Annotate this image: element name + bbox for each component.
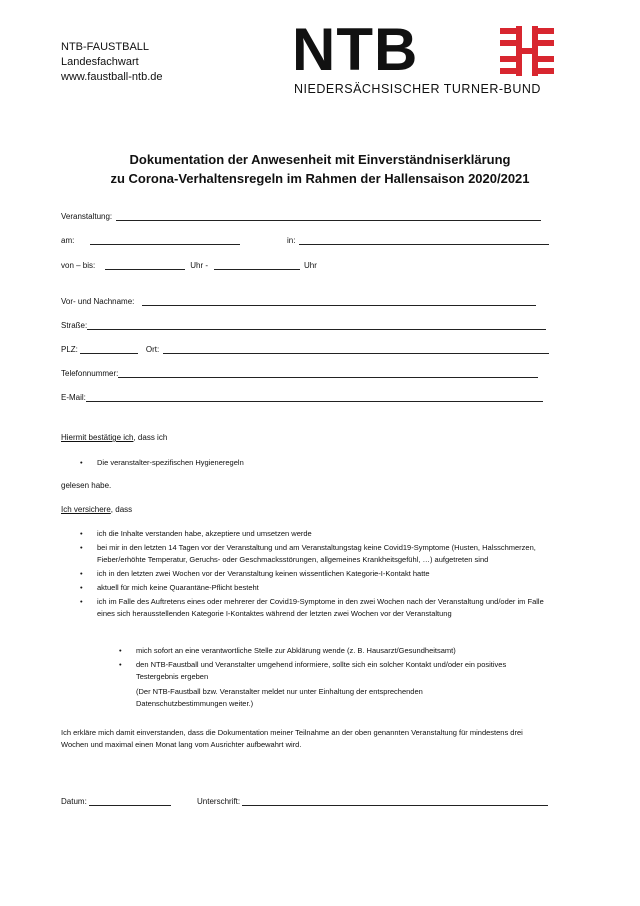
sender-org: NTB-FAUSTBALL (61, 41, 150, 53)
date-line[interactable] (90, 236, 240, 245)
confirm-lead-rest: , dass ich (133, 433, 168, 442)
consent-text: Ich erkläre mich damit einverstanden, dass die Dokumentation meiner Teilnahme an der oben genannten Veranstaltung für mindestens drei Wochen und maximal einen Monat lang vom Ausrichter aufbewahrt wird. (61, 728, 523, 749)
zip-line[interactable] (80, 345, 138, 354)
list-item: • bei mir in den letzten 14 Tagen vor der Veranstaltung und am Veranstaltungstag keine Covid19-Symptome (Husten, Halsschmerzen, Fieber/erhöhte Temperatur, Geruchs- oder Geschmacksstörungen, allgemeines Krankheitsgefühl, …) aufgetreten sind (80, 543, 536, 564)
list-item: • aktuell für mich keine Quarantäne-Pflicht besteht (80, 583, 259, 592)
turner-cross-icon (500, 26, 554, 78)
sender-role: Landesfachwart (61, 56, 139, 68)
logo-letters: NTB (292, 16, 419, 83)
email-field[interactable] (61, 393, 543, 402)
signature-date-line[interactable] (89, 797, 171, 806)
name-line[interactable] (142, 297, 536, 306)
confirm-list (80, 457, 557, 469)
confirm-after: gelesen habe. (61, 481, 112, 490)
list-item: • ich in den letzten zwei Wochen vor der Veranstaltung keinen wissentlichen Kategorie-I-Kontakt hatte (80, 569, 430, 578)
document-title (0, 150, 640, 188)
phone-label: Telefonnummer: (61, 369, 119, 378)
privacy-note: (Der NTB-Faustball bzw. Veranstalter meldet nur unter Einhaltung der entsprechenden Datenschutzbestimmungen weiter.) (136, 687, 423, 708)
confirm-lead-underlined: Hiermit bestätige ich (61, 433, 134, 442)
city-label: Ort: (145, 345, 160, 354)
sender-block (61, 40, 163, 85)
street-label: Straße: (61, 321, 88, 330)
date-field[interactable] (61, 236, 240, 245)
event-label: Veranstaltung: (61, 212, 113, 221)
zip-city-field[interactable] (61, 345, 549, 354)
ntb-logo (292, 16, 562, 106)
assure-sublist (119, 645, 536, 683)
zip-label: PLZ: (61, 345, 78, 354)
time-label: von – bis: (61, 261, 96, 270)
sender-web: www.faustball-ntb.de (61, 71, 163, 83)
phone-line[interactable] (118, 369, 538, 378)
signature-date-label: Datum: (61, 797, 87, 806)
signature-date-field[interactable] (61, 797, 171, 806)
signature-field[interactable] (197, 797, 548, 806)
title-line-2: zu Corona-Verhaltensregeln im Rahmen der Hallensaison 2020/2021 (110, 171, 530, 186)
signature-line[interactable] (242, 797, 548, 806)
list-item: • ich im Falle des Auftretens eines oder mehrerer der Covid19-Symptome in den zwei Wochen nach der Veranstaltung und/oder im Falle eines sich herausstellenden Kategorie I-Kontaktes während der letzten zwei Wochen vor der Veranstaltung (80, 597, 544, 618)
list-item: • mich sofort an eine verantwortliche Stelle zur Abklärung wende (z. B. Hausarzt/Gesundheitsamt) (119, 646, 456, 655)
list-item: • ich die Inhalte verstanden habe, akzeptiere und umsetzen werde (80, 529, 312, 538)
place-field[interactable] (287, 236, 549, 245)
name-label: Vor- und Nachname: (61, 297, 135, 306)
assure-lead-rest: , dass (110, 505, 133, 514)
time-uhr-1: Uhr - (190, 261, 209, 270)
assure-lead-underlined: Ich versichere (61, 505, 111, 514)
time-from-line[interactable] (105, 261, 185, 270)
confirm-lead (61, 432, 167, 444)
assure-lead (61, 504, 132, 516)
time-field[interactable] (61, 261, 317, 270)
street-field[interactable] (61, 321, 546, 330)
place-label: in: (287, 236, 296, 245)
email-label: E-Mail: (61, 393, 86, 402)
time-uhr-2: Uhr (304, 261, 317, 270)
email-line[interactable] (86, 393, 543, 402)
phone-field[interactable] (61, 369, 538, 378)
title-line-1: Dokumentation der Anwesenheit mit Einverständniserklärung (129, 152, 511, 167)
list-item: • Die veranstalter-spezifischen Hygieneregeln (80, 458, 244, 467)
place-line[interactable] (299, 236, 549, 245)
city-line[interactable] (163, 345, 549, 354)
event-field[interactable] (61, 212, 541, 221)
street-line[interactable] (87, 321, 546, 330)
event-line[interactable] (116, 212, 541, 221)
logo-subtitle: NIEDERSÄCHSISCHER TURNER-BUND (294, 82, 541, 96)
name-field[interactable] (61, 297, 536, 306)
signature-label: Unterschrift: (197, 797, 241, 806)
list-item: • den NTB-Faustball und Veranstalter umgehend informiere, sollte sich ein solcher Kontakt und/oder ein positives Testergebnis ergeben (119, 660, 507, 681)
assure-list (80, 528, 552, 620)
date-label: am: (61, 236, 75, 245)
time-to-line[interactable] (214, 261, 300, 270)
